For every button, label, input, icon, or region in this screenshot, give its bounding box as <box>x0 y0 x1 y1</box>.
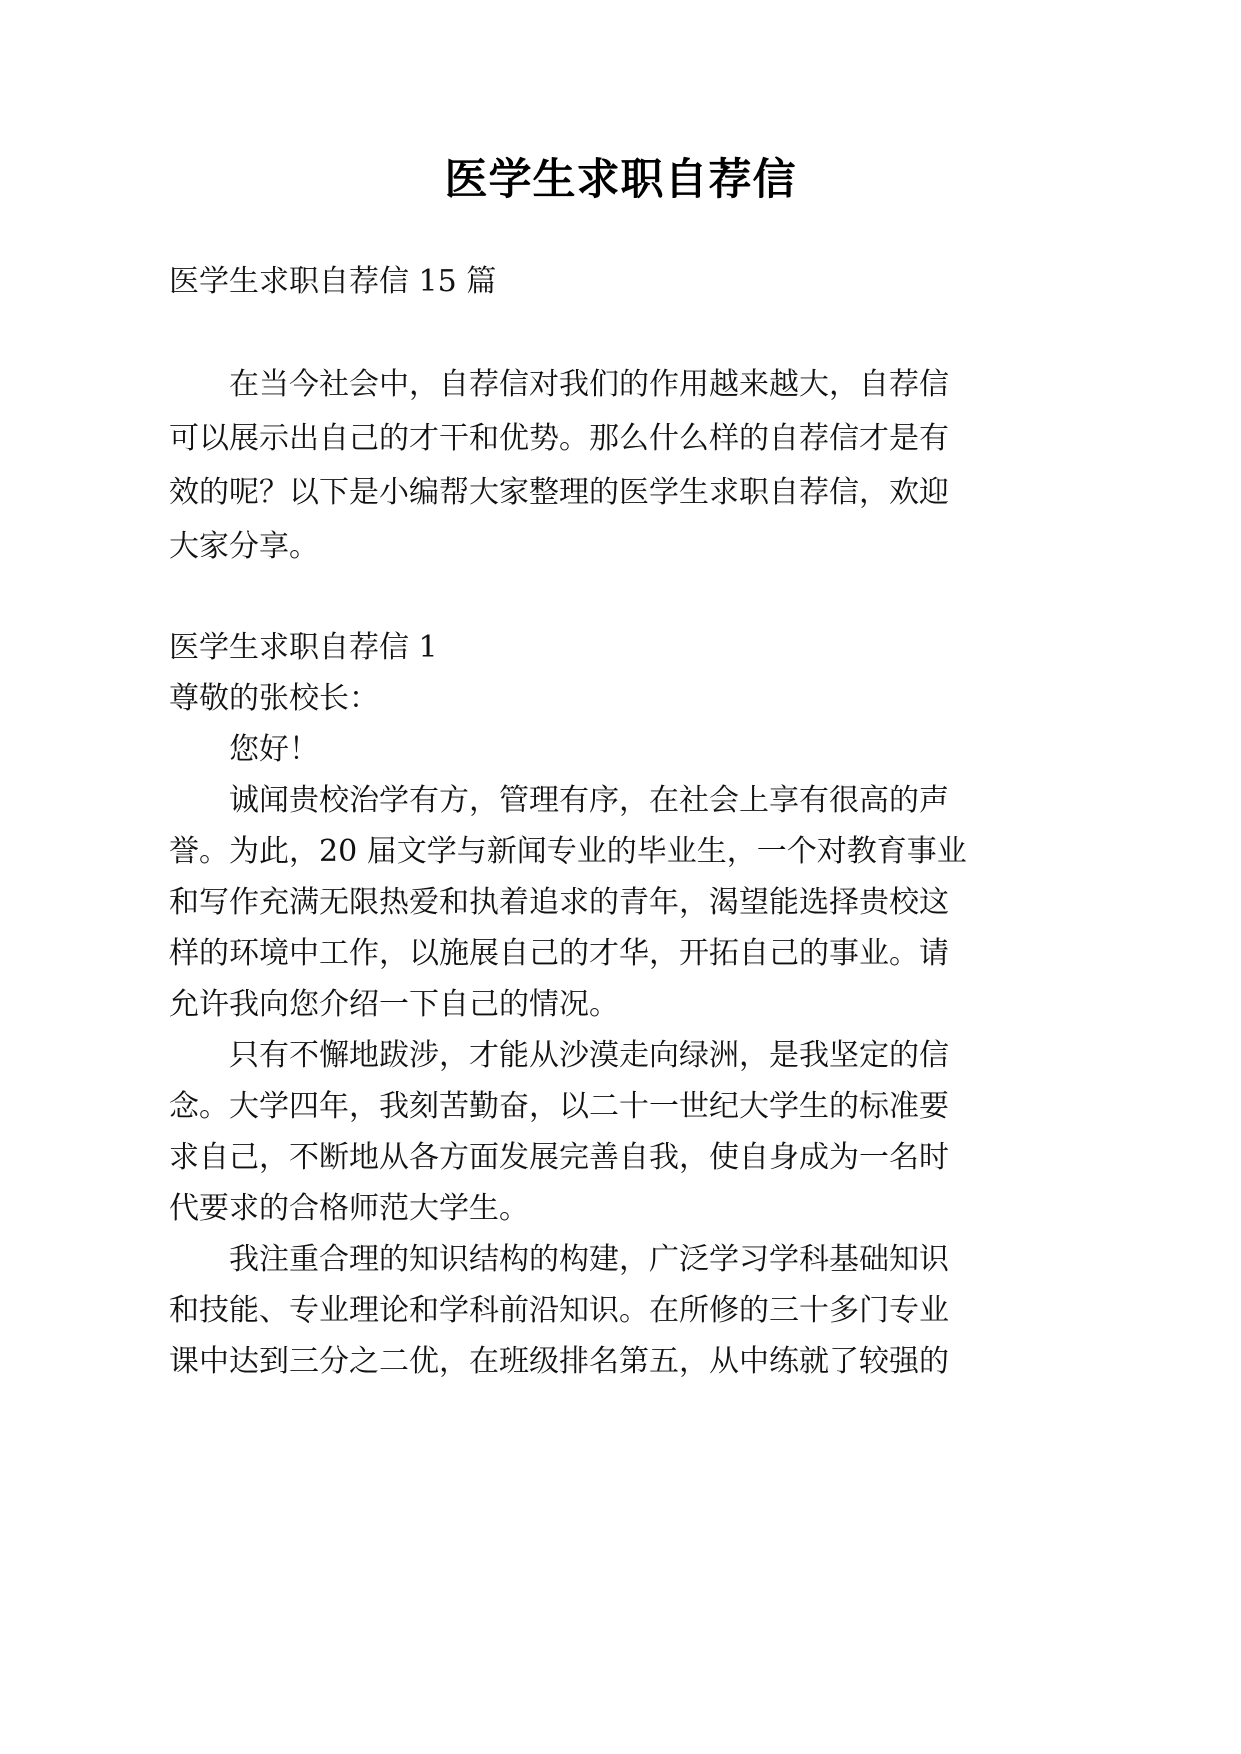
para2-line: 念。大学四年，我刻苦勤奋，以二十一世纪大学生的标准要 <box>169 1089 949 1124</box>
intro-line: 在当今社会中，自荐信对我们的作用越来越大，自荐信 <box>229 367 949 402</box>
para2-line: 只有不懈地跋涉，才能从沙漠走向绿洲，是我坚定的信 <box>229 1038 949 1073</box>
subtitle-block <box>169 255 938 309</box>
letter-body <box>169 622 967 1387</box>
intro-line: 可以展示出自己的才干和优势。那么什么样的自荐信才是有 <box>169 421 949 456</box>
para1-line: 诚闻贵校治学有方，管理有序，在社会上享有很高的声 <box>229 783 949 818</box>
para2-line: 求自己，不断地从各方面发展完善自我，使自身成为一名时 <box>169 1140 949 1175</box>
greeting: 您好！ <box>229 732 319 767</box>
para1-line: 和写作充满无限热爱和执着追求的青年，渴望能选择贵校这 <box>169 885 949 920</box>
letter-heading: 医学生求职自荐信 1 <box>169 630 438 665</box>
para1-line: 样的环境中工作，以施展自己的才华，开拓自己的事业。请 <box>169 936 949 971</box>
intro-line: 大家分享。 <box>169 529 319 564</box>
para1-line: 允许我向您介绍一下自己的情况。 <box>169 987 619 1022</box>
para1-line: 誉。为此，20 届文学与新闻专业的毕业生，一个对教育事业 <box>169 834 967 869</box>
para3-line: 我注重合理的知识结构的构建，广泛学习学科基础知识 <box>229 1242 949 1277</box>
intro-paragraph <box>169 358 949 574</box>
para3-line: 课中达到三分之二优，在班级排名第五，从中练就了较强的 <box>169 1344 949 1379</box>
para3-line: 和技能、专业理论和学科前沿知识。在所修的三十多门专业 <box>169 1293 949 1328</box>
para2-line: 代要求的合格师范大学生。 <box>169 1191 529 1226</box>
salutation: 尊敬的张校长： <box>169 681 379 716</box>
document-title: 医学生求职自荐信 <box>444 155 797 205</box>
intro-line: 效的呢？以下是小编帮大家整理的医学生求职自荐信，欢迎 <box>169 475 949 510</box>
document-subtitle: 医学生求职自荐信 15 篇 <box>169 264 497 299</box>
